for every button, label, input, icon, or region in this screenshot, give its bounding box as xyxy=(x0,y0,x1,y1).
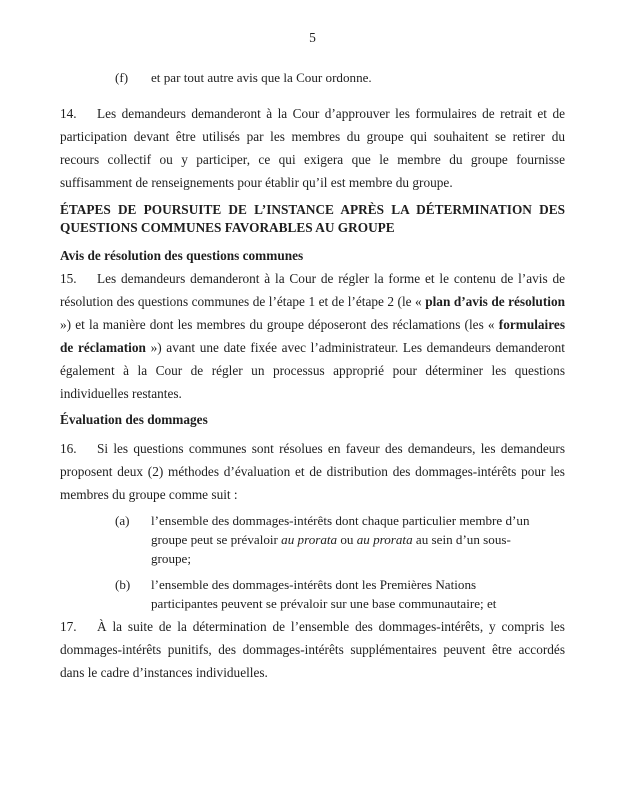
paragraph-14-text: Les demandeurs demanderont à la Cour d’approuver les formulaires de retrait et de participation devant être utilisés par les membres du groupe qui souhaitent se retirer du recours collectif ou y participer, ce qui exigera que le membre du groupe fournisse suffisamment de renseignements pour établir qu’il est membre du groupe. xyxy=(60,106,565,190)
paragraph-15 xyxy=(60,267,565,405)
paragraph-17-text: À la suite de la détermination de l’ensemble des dommages-intérêts, y compris les dommages-intérêts punitifs, des dommages-intérêts supplémentaires peuvent être accordés dans le cadre d’instances individuelles. xyxy=(60,619,565,680)
list-item-a-label: (a) xyxy=(115,513,130,528)
page-number: 5 xyxy=(309,30,316,45)
paragraph-17 xyxy=(60,615,565,684)
paragraph-16-number: 16. xyxy=(60,441,77,456)
paragraph-16-text: Si les questions communes sont résolues en faveur des demandeurs, les demandeurs proposent deux (2) méthodes d’évaluation et de distribution des dommages-intérêts pour les membres du groupe comme suit : xyxy=(60,441,565,502)
list-item-f xyxy=(115,70,565,86)
paragraph-15-text: Les demandeurs demanderont à la Cour de régler la forme et le contenu de l’avis de résolution des questions communes de l’étape 1 et de l’étape 2 (le « plan d’avis de résolution ») et la manière dont les membres du groupe déposeront des réclamations (les « formulaires de réclamation ») avant une date fixée avec l’administrateur. Les demandeurs demanderont également à la Cour de régler un processus approprié pour déterminer les questions individuelles restantes. xyxy=(60,271,566,401)
list-item-a-text: l’ensemble des dommages-intérêts dont chaque particulier membre d’un groupe peut se prévaloir au prorata ou au prorata au sein d’un sous-groupe; xyxy=(151,513,530,566)
paragraph-15-number: 15. xyxy=(60,271,77,286)
list-item-f-text: et par tout autre avis que la Cour ordonne. xyxy=(151,70,372,85)
section-heading-line2: QUESTIONS COMMUNES FAVORABLES AU GROUPE xyxy=(60,219,395,235)
section-heading xyxy=(60,201,565,236)
paragraph-14-number: 14. xyxy=(60,106,77,121)
list-item-f-label: (f) xyxy=(115,70,129,85)
list-item-b xyxy=(115,575,565,613)
paragraph-16 xyxy=(60,437,565,506)
paragraph-17-number: 17. xyxy=(60,619,77,634)
list-item-b-label: (b) xyxy=(115,577,131,592)
section-heading-line1: ÉTAPES DE POURSUITE DE L’INSTANCE APRÈS LA DÉTERMINATION DES xyxy=(60,202,565,217)
list-item-b-text: l’ensemble des dommages-intérêts dont les Premières Nations participantes peuvent se prévaloir sur une base communautaire; et xyxy=(151,577,497,611)
paragraph-14 xyxy=(60,102,565,194)
subheading-evaluation-dommages: Évaluation des dommages xyxy=(60,412,208,427)
list-item-a xyxy=(115,511,565,568)
subheading-avis-resolution: Avis de résolution des questions communes xyxy=(60,248,304,263)
